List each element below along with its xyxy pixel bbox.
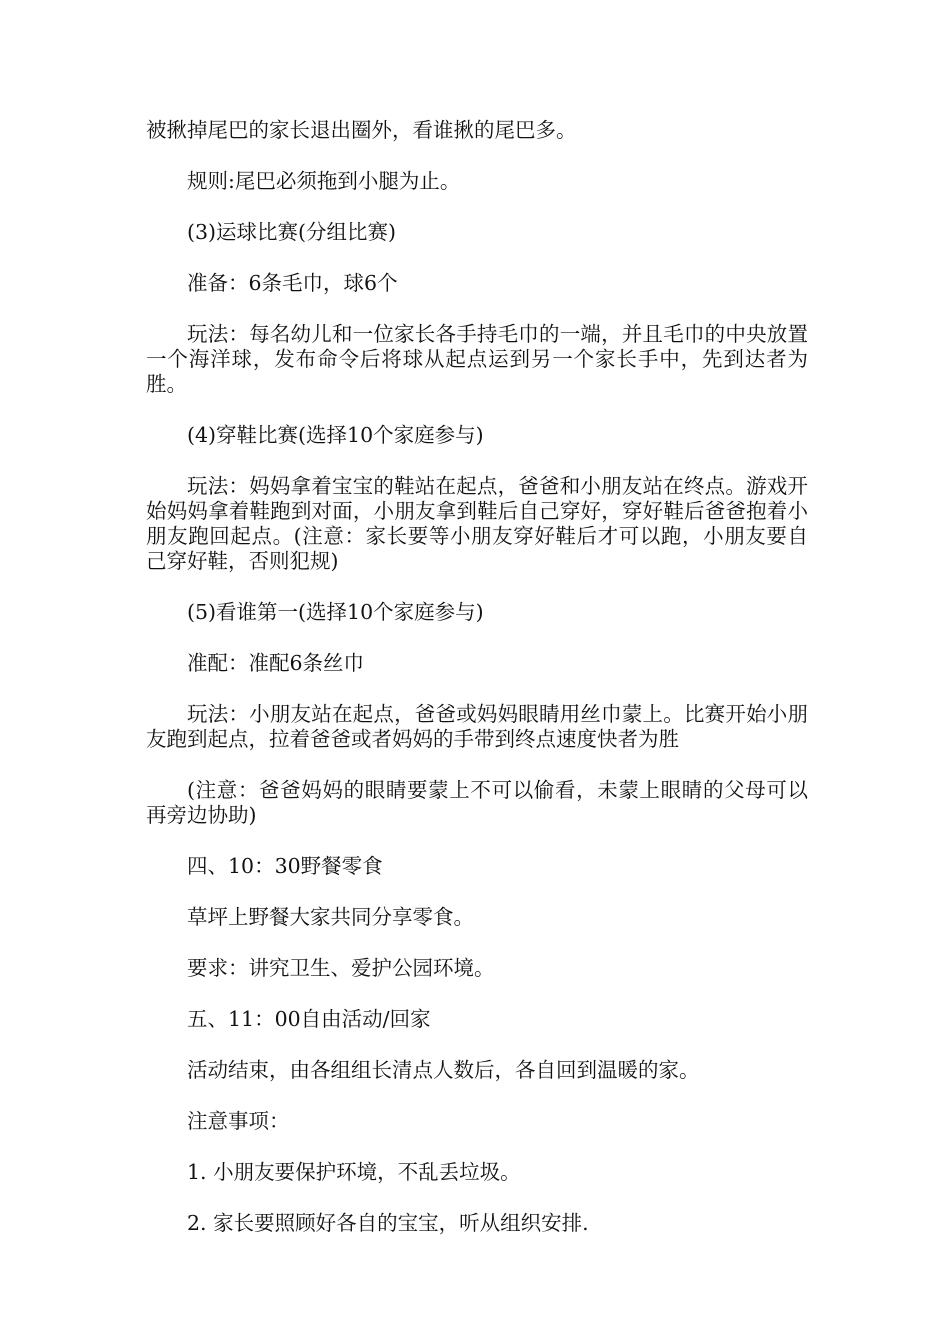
heading-ball-race: (3)运球比赛(分组比赛) <box>187 220 397 244</box>
heading-shoe-race: (4)穿鞋比赛(选择10个家庭参与) <box>187 423 484 447</box>
paragraph-ball-race-prep: 准备：6条毛巾，球6个 <box>187 271 398 295</box>
list-item-note-2: 2. 家长要照顾好各自的宝宝，听从组织安排. <box>187 1211 589 1235</box>
paragraph-who-first-prep: 准配：准配6条丝巾 <box>187 651 365 675</box>
heading-free-activity: 五、11：00自由活动/回家 <box>187 1007 431 1031</box>
paragraph-picnic-requirement: 要求：讲究卫生、爱护公园环境。 <box>187 956 495 980</box>
heading-picnic: 四、10：30野餐零食 <box>187 854 383 878</box>
paragraph-shoe-race-play: 玩法：妈妈拿着宝宝的鞋站在起点，爸爸和小朋友站在终点。游戏开始妈妈拿着鞋跑到对面，小朋友拿到鞋后自己穿好，穿好鞋后爸爸抱着小朋友跑回起点。(注意：家长要等小朋友穿好鞋后才可以跑，小朋友要自己穿好鞋，否则犯规) <box>146 474 808 573</box>
heading-who-first: (5)看谁第一(选择10个家庭参与) <box>187 600 484 624</box>
paragraph-picnic: 草坪上野餐大家共同分享零食。 <box>187 905 474 929</box>
paragraph-ball-race-play: 玩法：每名幼儿和一位家长各手持毛巾的一端，并且毛巾的中央放置一个海洋球，发布命令后将球从起点运到另一个家长手中，先到达者为胜。 <box>146 322 808 396</box>
paragraph-who-first-play: 玩法：小朋友站在起点，爸爸或妈妈眼睛用丝巾蒙上。比赛开始小朋友跑到起点，拉着爸爸或者妈妈的手带到终点速度快者为胜 <box>146 702 808 751</box>
heading-notes: 注意事项： <box>187 1109 290 1133</box>
list-item-note-1: 1. 小朋友要保护环境，不乱丢垃圾。 <box>187 1160 521 1184</box>
document-page <box>146 118 808 1262</box>
paragraph-tail-text: 被揪掉尾巴的家长退出圈外，看谁揪的尾巴多。 <box>146 118 577 142</box>
paragraph-rule: 规则:尾巴必须拖到小腿为止。 <box>187 169 461 193</box>
paragraph-activity-end: 活动结束，由各组组长清点人数后，各自回到温暖的家。 <box>187 1058 700 1082</box>
paragraph-who-first-note: (注意：爸爸妈妈的眼睛要蒙上不可以偷看，未蒙上眼睛的父母可以再旁边协助) <box>146 778 808 827</box>
